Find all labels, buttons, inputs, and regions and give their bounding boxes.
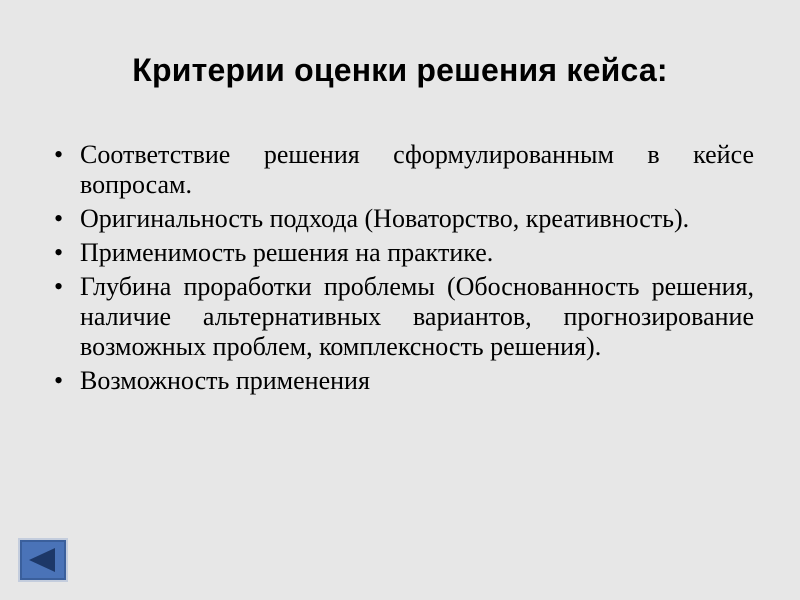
slide-title: Критерии оценки решения кейса:: [132, 52, 668, 88]
bullet-icon: •: [54, 140, 64, 169]
back-button[interactable]: [18, 538, 68, 582]
bullet-icon: •: [54, 238, 64, 267]
list-item-text: Оригинальность подхода (Новаторство, креативность).: [80, 204, 690, 233]
bullet-icon: •: [54, 272, 64, 301]
list-item: [54, 140, 754, 200]
list-item-text: Глубина проработки проблемы (Обоснованность решения, наличие альтернативных вариантов, прогнозирование возможных проблем, комплексность решения).: [80, 272, 754, 361]
bullet-icon: •: [54, 204, 64, 233]
list-item-text: Применимость решения на практике.: [80, 238, 494, 267]
list-item-text: Соответствие решения сформулированным в кейсе вопросам.: [80, 140, 754, 199]
left-arrow-icon: [29, 548, 55, 572]
criteria-list: [54, 140, 754, 400]
list-item: [54, 238, 754, 268]
bullet-icon: •: [54, 366, 64, 395]
list-item: [54, 204, 754, 234]
list-item-text: Возможность применения: [80, 366, 370, 395]
list-item: [54, 366, 754, 396]
list-item: [54, 272, 754, 362]
